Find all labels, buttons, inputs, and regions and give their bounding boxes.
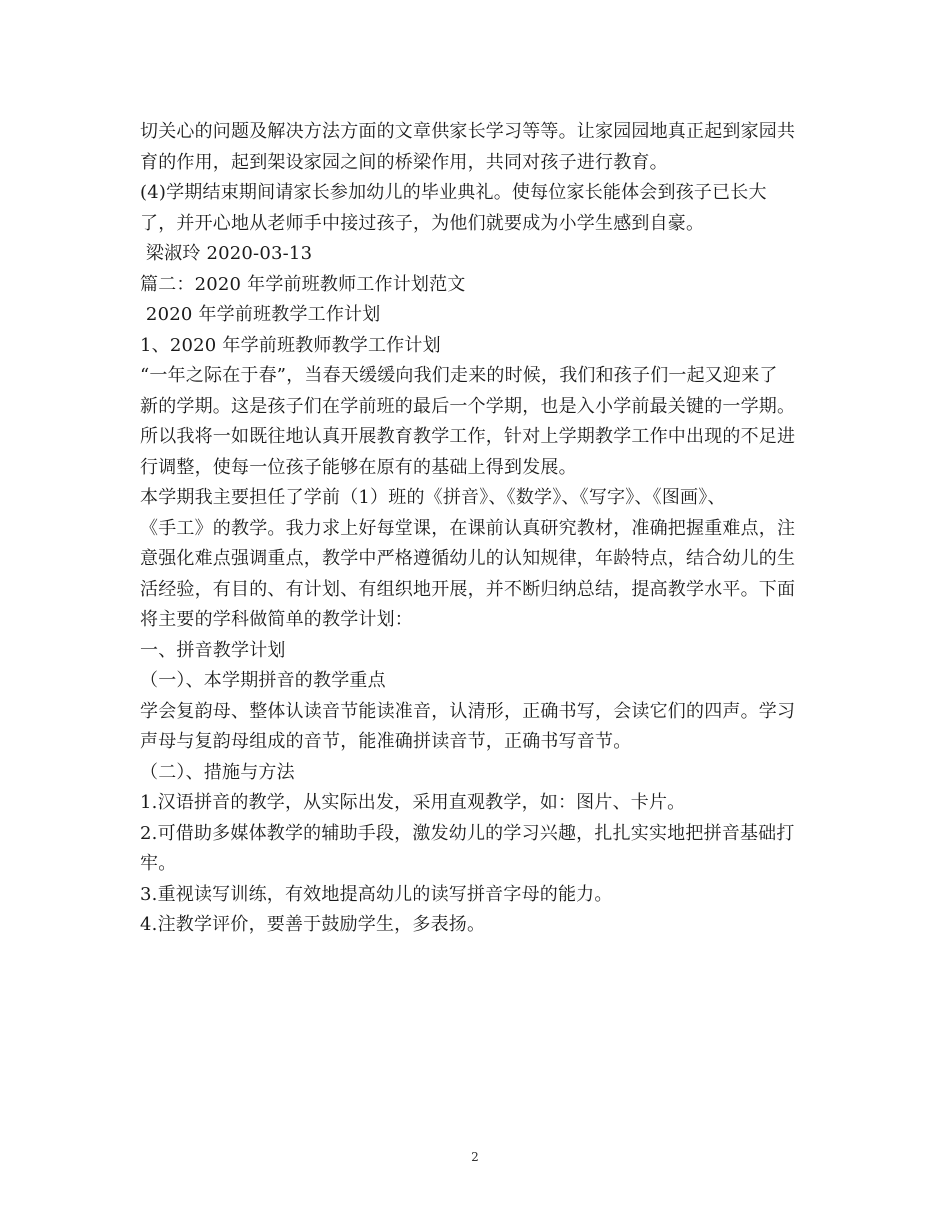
subsection-heading: （二）、措施与方法 bbox=[140, 761, 295, 783]
section-heading: 篇二：2020 年学前班教师工作计划范文 bbox=[140, 273, 466, 295]
list-item: 3.重视读写训练，有效地提高幼儿的读写拼音字母的能力。 bbox=[140, 883, 613, 905]
list-item: 1.汉语拼音的教学，从实际出发，采用直观教学，如：图片、卡片。 bbox=[140, 792, 686, 813]
text-line: 了，并开心地从老师手中接过孩子，为他们就要成为小学生感到自豪。 bbox=[140, 212, 705, 234]
text-line: 学会复韵母、整体认读音节能读准音，认清形，正确书写，会读它们的四声。学习 bbox=[140, 700, 796, 722]
text-line: 1、2020 年学前班教师教学工作计划 bbox=[140, 334, 441, 356]
text-line: 新的学期。这是孩子们在学前班的最后一个学期，也是入小学前最关键的一学期。 bbox=[140, 395, 796, 417]
text-line: 意强化难点强调重点，教学中严格遵循幼儿的认知规律，年龄特点，结合幼儿的生 bbox=[140, 548, 796, 569]
text-line: 《手工》的教学。我力求上好每堂课，在课前认真研究教材，准确把握重难点，注 bbox=[140, 517, 796, 539]
section-heading: 一、拼音教学计划 bbox=[140, 639, 286, 661]
text-line: 切关心的问题及解决方法方面的文章供家长学习等等。让家园园地真正起到家园共 bbox=[140, 121, 796, 142]
text-line: 育的作用，起到架设家园之间的桥梁作用，共同对孩子进行教育。 bbox=[140, 151, 668, 173]
text-line: 声母与复韵母组成的音节，能准确拼读音节，正确书写音节。 bbox=[140, 731, 632, 752]
text-line: 活经验，有目的、有计划、有组织地开展，并不断归纳总结，提高教学水平。下面 bbox=[140, 578, 796, 600]
text-line: 所以我将一如既往地认真开展教育教学工作，针对上学期教学工作中出现的不足进 bbox=[140, 426, 796, 447]
subtitle: 2020 年学前班教学工作计划 bbox=[140, 304, 381, 325]
text-line: 行调整，使每一位孩子能够在原有的基础上得到发展。 bbox=[140, 456, 577, 478]
signature-date-line: 梁淑玲 2020-03-13 bbox=[140, 243, 313, 264]
list-item-continuation: 牢。 bbox=[140, 853, 177, 874]
page-number: 2 bbox=[471, 1150, 479, 1164]
text-line: (4)学期结束期间请家长参加幼儿的毕业典礼。使每位家长能体会到孩子已长大 bbox=[140, 182, 767, 203]
text-line: 将主要的学科做简单的教学计划： bbox=[140, 609, 413, 630]
text-line: 本学期我主要担任了学前（1）班的《拼音》、《数学》、《写字》、《图画》、 bbox=[140, 487, 726, 508]
list-item: 2.可借助多媒体教学的辅助手段，激发幼儿的学习兴趣，扎扎实实地把拼音基础打 bbox=[140, 822, 795, 844]
list-item: 4.注教学评价，要善于鼓励学生，多表扬。 bbox=[140, 914, 486, 935]
text-line: “一年之际在于春”，当春天缓缓向我们走来的时候，我们和孩子们一起又迎来了 bbox=[140, 365, 778, 386]
subsection-heading: （一）、本学期拼音的教学重点 bbox=[140, 670, 386, 691]
document-body bbox=[140, 117, 820, 941]
